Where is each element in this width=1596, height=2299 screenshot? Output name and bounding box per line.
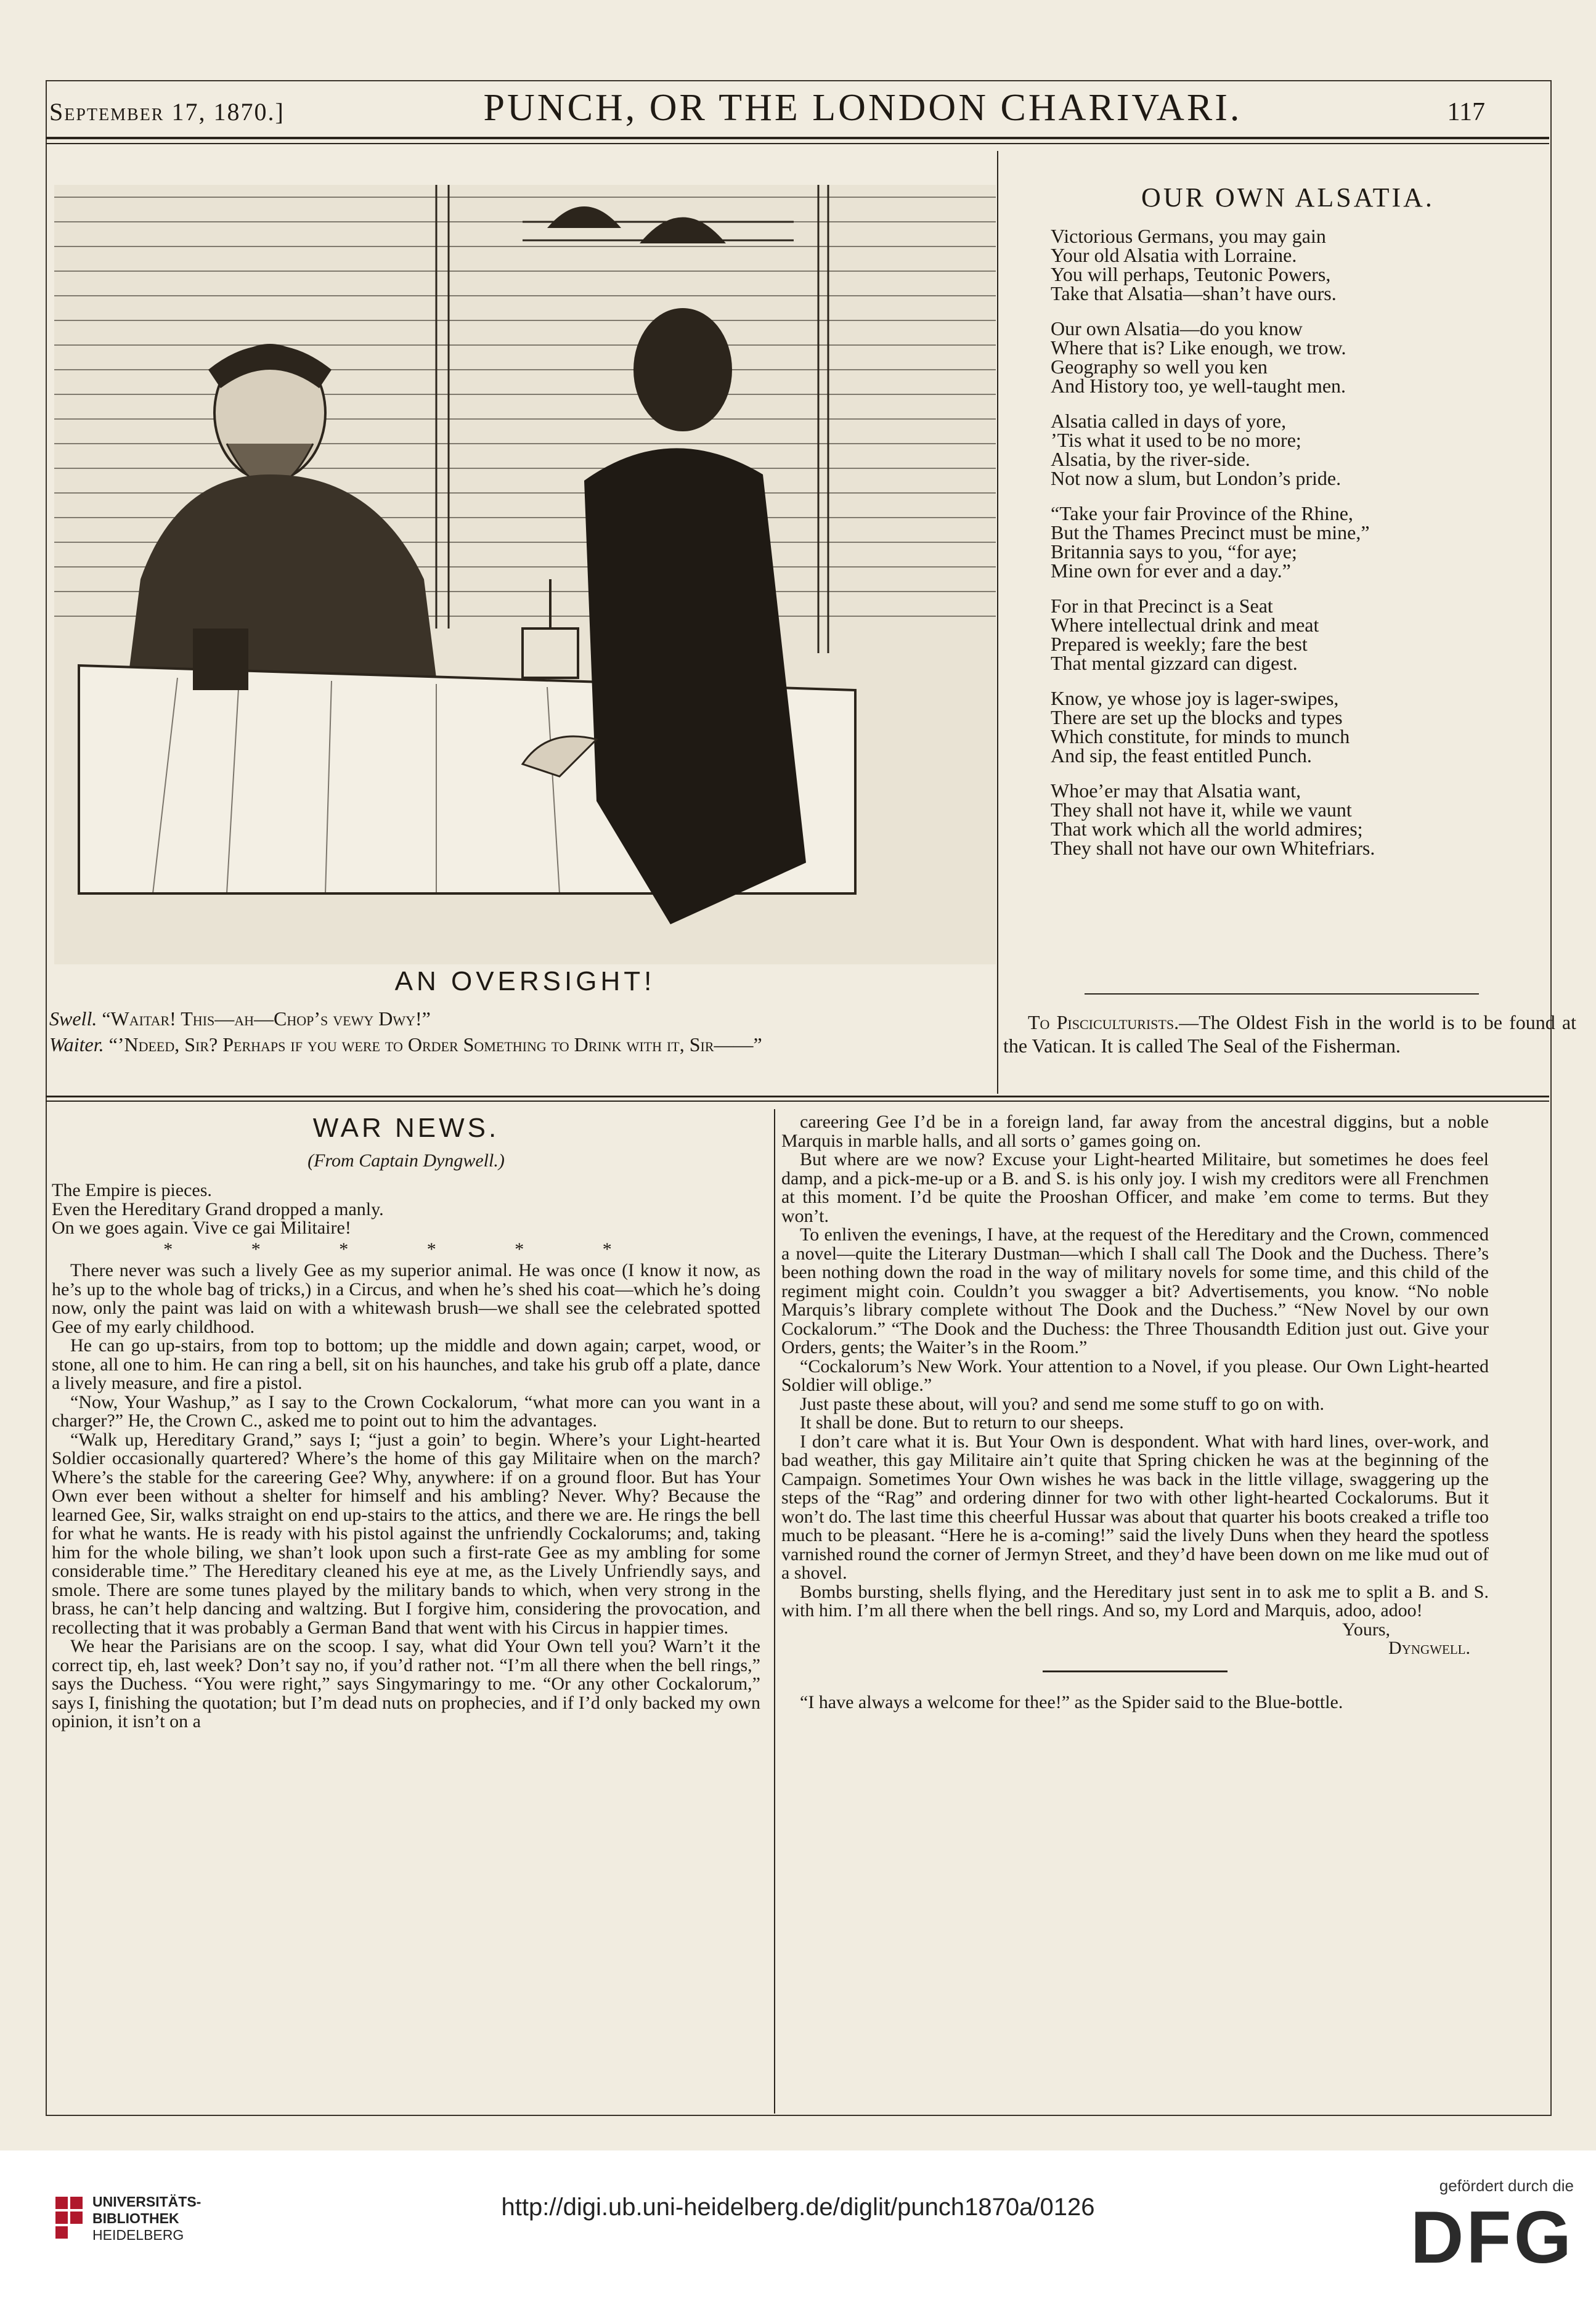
swell-speaker: Swell. — [49, 1007, 97, 1030]
library-line-1: UNIVERSITÄTS- — [92, 2194, 202, 2210]
poem-line: Geography so well you ken — [1051, 356, 1268, 378]
poem-note-rule — [1085, 993, 1479, 995]
library-line-3: HEIDELBERG — [92, 2227, 184, 2243]
poem-line: Which constitute, for minds to munch — [1051, 725, 1350, 747]
poem-line: But the Thames Precinct must be mine,” — [1051, 521, 1370, 543]
war-news-left-column — [52, 1109, 760, 1731]
poem-line: Alsatia, by the river-side. — [1051, 448, 1250, 470]
article-paragraph: We hear the Parisians are on the scoop. I say, what did Your Own tell you? Warn’t it the correct tip, eh, last week? Don’t say no, if you’d rather not. “I’m all there when the bell rings,” says the Duchess. “You were right,” says Singymaringy to me. “Or any other Cockalorum,” says I, finishing the quotation; but I’m dead nuts on prophecies, and if I’d only backed my own opinion, it isn’t on a — [52, 1636, 760, 1731]
article-paragraph: He can go up-stairs, from top to bottom; up the middle and down again; carpet, wood, or stone, all one to him. He can ring a bell, sit on his haunches, and take his grub off a plate, dance a lively measure, and fire a pistol. — [52, 1335, 760, 1393]
signature-rule — [1043, 1670, 1228, 1672]
poem-line: Where that is? Like enough, we trow. — [1051, 336, 1346, 359]
cartoon-rule-right — [997, 151, 998, 1094]
article-paragraph: careering Gee I’d be in a foreign land, far away from the ancestral diggins, but a noble Marquis in marble halls, and all sorts o’ games going on. — [781, 1112, 1489, 1151]
poem-title: OUR OWN ALSATIA. — [1141, 182, 1435, 213]
note-text: —The Oldest Fish in the world is to be found at the Vatican. It is called The Seal of the Fisherman. — [1003, 1011, 1576, 1057]
section-rule — [46, 1096, 1549, 1097]
article-paragraph: I don’t care what it is. But Your Own is despondent. What with hard lines, over-work, and bad weather, this gay Militaire ain’t quite that Spring chicken he was at the beginning of the Campaign. Sometimes Your Own wishes he was back in the little village, swaggering up the steps of the “Rag” and ordering dinner for two with other light-hearted Cockalorums. But it won’t do. The last time this cheerful Hussar was about that quarter his boots creaked a trifle too much to be pleasant. “Here he is a-coming!” said the lively Duns when they heard the spotless varnished round the corner of Jermyn Street, and they’d have been down on me like mud out of a shovel. — [781, 1431, 1489, 1583]
poem-line: Your old Alsatia with Lorraine. — [1051, 244, 1297, 266]
cartoon-title: AN OVERSIGHT! — [394, 966, 656, 996]
poem-line: That mental gizzard can digest. — [1051, 652, 1298, 674]
war-news-title: WAR NEWS. — [312, 1113, 500, 1143]
masthead-title: PUNCH, OR THE LONDON CHARIVARI. — [483, 87, 1242, 129]
poem-stanza — [1051, 227, 1581, 303]
article-paragraph: It shall be done. But to return to our sheeps. — [800, 1412, 1124, 1433]
library-line-2: BIBLIOTHEK — [92, 2210, 179, 2226]
dfg-logo: DFG — [1410, 2196, 1574, 2279]
waiter-speaker: Waiter. — [49, 1033, 104, 1056]
header-rule — [46, 137, 1549, 139]
poem-line: You will perhaps, Teutonic Powers, — [1051, 263, 1331, 285]
poem-stanza — [1051, 781, 1581, 858]
source-url-link[interactable]: http://digi.ub.uni-heidelberg.de/diglit/punch1870a/0126 — [501, 2194, 1095, 2221]
verse-line: The Empire is pieces. — [52, 1180, 212, 1200]
closing: Yours, — [1342, 1619, 1390, 1640]
poem-line: Prepared is weekly; fare the best — [1051, 633, 1308, 655]
poem-line: Victorious Germans, you may gain — [1051, 225, 1326, 247]
poem-line: Not now a slum, but London’s pride. — [1051, 467, 1342, 489]
poem-line: They shall not have our own Whitefriars. — [1051, 837, 1375, 859]
poem-line: Britannia says to you, “for aye; — [1051, 540, 1297, 563]
article-paragraph: But where are we now? Excuse your Light-hearted Militaire, but sometimes he does feel damp, and a pick-me-up or a B. and S. is his only joy. I wish my creditors were all Frenchmen at this moment. I’d be quite the Prooshan Officer, and make ’em come to terms. But they won’t. — [781, 1149, 1489, 1226]
poem-line: And sip, the feast entitled Punch. — [1051, 744, 1312, 767]
poem-line: “Take your fair Province of the Rhine, — [1051, 502, 1353, 524]
pisciculturists-note — [1003, 1011, 1576, 1057]
waiter-line: “’Ndeed, Sir? Perhaps if you were to Order Something to Drink with it, Sir——” — [108, 1033, 762, 1056]
poem-line: Whoe’er may that Alsatia want, — [1051, 779, 1301, 802]
article-paragraph: To enliven the evenings, I have, at the request of the Hereditary and the Crown, commenced a novel—quite the Literary Dustman—which I shall call The Dook and the Duchess. There’s been nothing down the road in the way of military novels for some time, and this child of the regiment might coin. Couldn’t you swagger a bit? Advertisements, you know. “No noble Marquis’s library complete without The Dook and the Duchess.” “New Novel by our own Cockalorum.” “The Dook and the Duchess: the Three Thousandth Edition just out. Give your Orders, gents; the Waiter’s in the Room.” — [781, 1224, 1489, 1357]
poem-line: There are set up the blocks and types — [1051, 706, 1343, 728]
section-rule-thin — [46, 1101, 1549, 1102]
cartoon-caption — [49, 1006, 998, 1057]
left-paragraphs — [52, 1261, 760, 1731]
poem-line: Know, ye whose joy is lager-swipes, — [1051, 687, 1339, 709]
page-number: 117 — [1447, 98, 1485, 126]
article-paragraph: “Now, Your Washup,” as I say to the Crown Cockalorum, “what more can you want in a charger?” He, the Crown C., asked me to point out to him the advantages. — [52, 1391, 760, 1431]
war-news-right-column — [781, 1113, 1489, 1712]
column-divider — [774, 1109, 775, 2114]
article-paragraph: There never was such a lively Gee as my superior animal. He was once (I know it now, as he’s up to the whole bag of tricks,) in a Circus, and when he’s shed his coat—which he’s doing now, only the paint was laid on with a whitewash brush—we shall see the celebrated spotted Gee of my early childhood. — [52, 1260, 760, 1337]
poem-line: Our own Alsatia—do you know — [1051, 317, 1303, 340]
article-paragraph: “Cockalorum’s New Work. Your attention to a Novel, if you please. Our Own Light-hearted Soldier will oblige.” — [781, 1356, 1489, 1395]
poem-line: They shall not have it, while we vaunt — [1051, 799, 1352, 821]
war-news-verse — [52, 1181, 760, 1238]
article-paragraph: Bombs bursting, shells flying, and the Hereditary just sent in to ask me to split a B. and S. with him. I’m all there when the bell rings. And so, my Lord and Marquis, adoo, adoo! — [781, 1581, 1489, 1621]
article-paragraph: “Walk up, Hereditary Grand,” says I; “just a goin’ to begin. Where’s your Light-hearted Soldier occasionally quartered? Where’s the home of this gay Militaire when on the march? Where’s the stable for the careering Gee? Why, anywhere: if on a ground floor. But has Your Own ever been without a shelter for himself and his ambling? Never. Why? Because the learned Gee, Sir, walks straight on end up-stairs to the attics, and there we are. He rings the bell for what he wants. He is ready with his pistol against the unfriendly Cockalorums; and, taking him for the whole biling, we shan’t look upon such a first-rate Gee as my ambling for some considerable time.” The Hereditary cleaned his eye at me, as the Lively Unfriendly says, and smole. There are some tunes played by the military bands to which, when very strong in the brass, he can’t help dancing and waltzing. But I forgive him, considering the provocation, and recollecting that it was probably a German Band that went with his Circus in happier times. — [52, 1429, 760, 1638]
cartoon-illustration — [54, 185, 996, 964]
war-news-byline: (From Captain Dyngwell.) — [307, 1150, 505, 1171]
poem-line: ’Tis what it used to be no more; — [1051, 429, 1301, 451]
poem-line: And History too, ye well-taught men. — [1051, 375, 1346, 397]
poem-stanza — [1051, 319, 1581, 396]
poem-line: Mine own for ever and a day.” — [1051, 559, 1291, 582]
poem-line: For in that Precinct is a Seat — [1051, 595, 1273, 617]
header-rule-thin — [46, 143, 1549, 144]
poem-stanza — [1051, 689, 1581, 765]
verse-line: Even the Hereditary Grand dropped a manly. — [52, 1198, 384, 1219]
funded-by-label: gefördert durch die — [1439, 2176, 1574, 2195]
poem-line: Alsatia called in days of yore, — [1051, 410, 1287, 432]
article-paragraph: Just paste these about, will you? and send me some stuff to go on with. — [800, 1393, 1325, 1414]
digitization-footer — [0, 2150, 1596, 2299]
poem-line: Where intellectual drink and meat — [1051, 614, 1319, 636]
poem-body — [1051, 227, 1581, 874]
issue-date: September 17, 1870.] — [49, 98, 285, 126]
poem-stanza — [1051, 504, 1581, 580]
stars-divider: * * * * * * — [163, 1239, 649, 1259]
poem-line: Take that Alsatia—shan’t have ours. — [1051, 282, 1337, 304]
signature: Dyngwell. — [1388, 1638, 1470, 1658]
spider-note: “I have always a welcome for thee!” as the Spider said to the Blue-bottle. — [800, 1691, 1343, 1712]
poem-stanza — [1051, 412, 1581, 488]
right-paragraphs — [781, 1113, 1489, 1621]
poem-line: That work which all the world admires; — [1051, 818, 1363, 840]
verse-line: On we goes again. Vive ce gai Militaire! — [52, 1218, 351, 1238]
poem-stanza — [1051, 596, 1581, 673]
swell-line: “Waitar! This—ah—Chop’s vewy Dwy!” — [102, 1007, 431, 1030]
note-lead: To Pisciculturists. — [1028, 1011, 1179, 1033]
